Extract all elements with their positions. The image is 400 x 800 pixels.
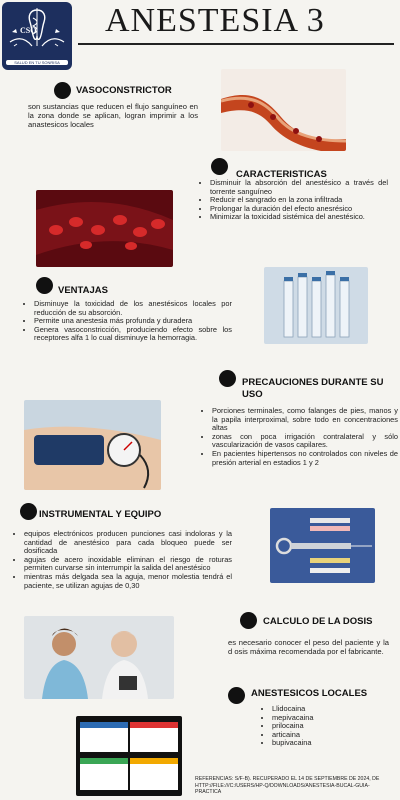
anesthetic-vials-image bbox=[264, 267, 368, 344]
blood-pressure-image bbox=[24, 400, 161, 490]
section-heading-anestesicos: ANESTESICOS LOCALES bbox=[251, 688, 368, 699]
anestesicos-list bbox=[262, 705, 392, 748]
bullet-dot-icon bbox=[211, 158, 228, 175]
dental-syringe-image bbox=[270, 508, 375, 583]
list-item: • Disminuir la absorción del anestésico a través del torrente sanguíneo bbox=[210, 179, 388, 196]
bullet-dot-icon bbox=[228, 687, 245, 704]
list-item: • prilocaina bbox=[272, 722, 392, 731]
section-heading-ventajas: VENTAJAS bbox=[58, 285, 108, 296]
list-item: • Llidocaina bbox=[272, 705, 392, 714]
list-item: • Disminuye la toxicidad de los anestésicos locales por reducción de su absorción. bbox=[34, 300, 232, 317]
calculo-text: es necesario conocer el peso del paciente y la d osis máxima recomendada por el fabricante. bbox=[228, 638, 389, 656]
list-item: • mientras más delgada sea la aguja, menor molestia tendrá el paciente, se utilizan agujas de 0,30 bbox=[24, 573, 232, 590]
list-item: • En pacientes hipertensos no controlados con niveles de presión arterial en estadios 1 y 2 bbox=[212, 450, 398, 467]
title-divider bbox=[78, 43, 394, 45]
list-item: • zonas con poca irrigación contralateral y sólo vascularización de vasos capilares. bbox=[212, 433, 398, 450]
logo-motto: SALUD EN TU SONRISA bbox=[6, 60, 68, 65]
bullet-dot-icon bbox=[36, 277, 53, 294]
section-heading-instrumental: INSTRUMENTAL Y EQUIPO bbox=[39, 509, 162, 520]
logo-abbr: CSO bbox=[20, 26, 37, 35]
list-item: • articaina bbox=[272, 731, 392, 740]
list-item: • mepivacaina bbox=[272, 714, 392, 723]
list-item: • bupivacaina bbox=[272, 739, 392, 748]
bullet-dot-icon bbox=[219, 370, 236, 387]
section-heading-vasoconstrictor: VASOCONSTRICTOR bbox=[76, 85, 172, 96]
references-text: REFERENCIAS: S/F-B). RECUPERADO EL 14 DE SEPTIEMBRE DE 2024, DE HTTP://FILE:///C:/USERS/HP-Q/DOWNLOADS/ANESTESIA-BUCAL-GUIA-PRACTICA bbox=[195, 776, 380, 796]
red-blood-cells-image bbox=[36, 190, 173, 267]
page-title: ANESTESIA 3 bbox=[105, 2, 325, 39]
list-item: • Reducir el sangrado en la zona infiltrada bbox=[210, 196, 388, 205]
list-item: • Genera vasoconstricción, produciendo efecto sobre los receptores alfa 1 lo cual disminuye la hemorragia. bbox=[34, 326, 232, 343]
patient-scale-image bbox=[24, 616, 174, 699]
anesthetic-boxes-image bbox=[76, 716, 182, 796]
section-heading-calculo: CALCULO DE LA DOSIS bbox=[263, 616, 373, 627]
list-item: • Minimizar la toxicidad sistémica del anestésico. bbox=[210, 213, 388, 222]
vasoconstrictor-text: son sustancias que reducen el flujo sanguíneo en la zona donde se aplican, logran imprimir a los anastesicos locales bbox=[28, 102, 198, 129]
bullet-dot-icon bbox=[54, 82, 71, 99]
blood-vessel-image bbox=[221, 69, 346, 151]
list-item: • equipos electrónicos producen punciones casi indoloras y la cantidad de anestésico para cada bloqueo puede ser dosificada bbox=[24, 530, 232, 556]
section-heading-precauciones: PRECAUCIONES DURANTE SU USO bbox=[242, 377, 384, 400]
precauciones-list bbox=[202, 407, 398, 467]
instrumental-list bbox=[14, 530, 232, 590]
clinic-logo bbox=[2, 2, 72, 70]
tooth-caduceus-icon bbox=[2, 2, 72, 58]
bullet-dot-icon bbox=[240, 612, 257, 629]
list-item: • Prolongar la duración del efecto anesrésico bbox=[210, 205, 388, 214]
list-item: • Porciones terminales, como falanges de pies, manos y la papila interproximal, sobre todo en concentraciones altas bbox=[212, 407, 398, 433]
list-item: • agujas de acero inoxidable eliminan el riesgo de roturas permiten curvarse sin interrumpir la salida del anestésico bbox=[24, 556, 232, 573]
section-heading-caracteristicas: CARACTERISTICAS bbox=[236, 169, 327, 180]
bullet-dot-icon bbox=[20, 503, 37, 520]
caracteristicas-list bbox=[200, 179, 388, 222]
ventajas-list bbox=[24, 300, 232, 343]
list-item: • Permite una anestesia más profunda y duradera bbox=[34, 317, 232, 326]
